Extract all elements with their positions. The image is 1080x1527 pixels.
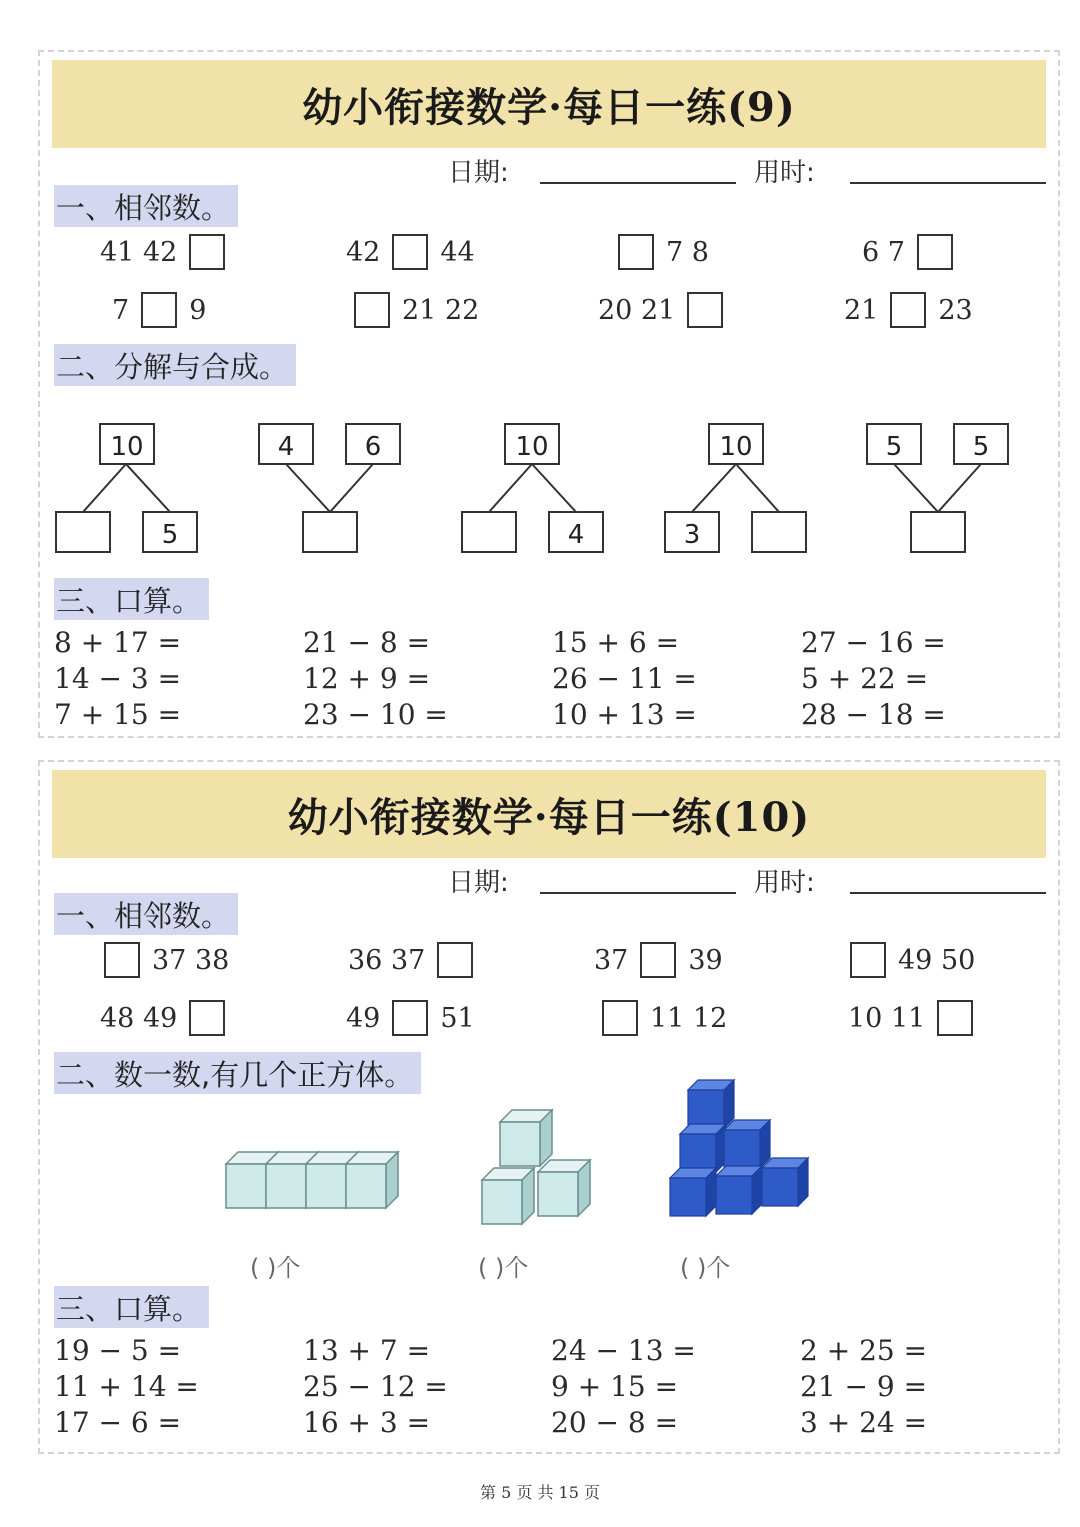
answer-box — [911, 512, 965, 552]
bottom-number: 5 — [161, 520, 179, 550]
bottom-number: 3 — [683, 520, 701, 550]
adjacent-item — [598, 290, 723, 330]
adjacent-item — [112, 290, 206, 330]
bottom-number: 4 — [567, 520, 585, 550]
calc-item: 11 + 14 = — [54, 1370, 199, 1403]
calc-item: 13 + 7 = — [303, 1334, 431, 1367]
answer-box — [56, 512, 110, 552]
numbers: 39 — [688, 944, 723, 976]
numbers: 21 — [844, 294, 879, 326]
time-blank[interactable] — [850, 182, 1046, 184]
calc-item: 3 + 24 = — [800, 1406, 928, 1439]
adjacent-item — [348, 940, 473, 980]
answer-box[interactable] — [141, 292, 177, 328]
answer-box[interactable] — [937, 1000, 973, 1036]
answer-box[interactable] — [392, 234, 428, 270]
adjacent-row-1 — [40, 232, 1058, 272]
cube-figure-row-of-four — [226, 1152, 398, 1208]
calc-item: 19 − 5 = — [54, 1334, 182, 1367]
calc-item: 25 − 12 = — [303, 1370, 448, 1403]
calc-item: 9 + 15 = — [551, 1370, 679, 1403]
numbers: 48 49 — [100, 1002, 178, 1034]
worksheet-9 — [38, 50, 1060, 738]
answer-box[interactable] — [850, 942, 886, 978]
worksheet-title: 幼小衔接数学·每日一练(10) — [52, 770, 1046, 858]
answer-box[interactable] — [917, 234, 953, 270]
answer-box[interactable] — [392, 1000, 428, 1036]
section-count-cubes: 二、数一数,有几个正方体。 — [54, 1052, 421, 1094]
numbers: 36 37 — [348, 944, 426, 976]
answer-box[interactable] — [354, 292, 390, 328]
calc-item: 5 + 22 = — [801, 662, 929, 695]
date-blank[interactable] — [540, 182, 736, 184]
count-answer-1[interactable]: ( )个 — [250, 1254, 301, 1282]
time-label: 用时: — [754, 158, 815, 188]
time-label: 用时: — [754, 868, 815, 898]
numbers: 11 12 — [650, 1002, 728, 1034]
top-number: 10 — [110, 432, 144, 462]
calc-item: 26 − 11 = — [552, 662, 697, 695]
adjacent-item — [618, 232, 709, 272]
adjacent-row-2 — [40, 290, 1058, 330]
numbers: 21 22 — [402, 294, 480, 326]
calc-item: 7 + 15 = — [54, 698, 182, 731]
number-bond-2 — [259, 424, 400, 552]
calc-item: 10 + 13 = — [552, 698, 697, 731]
adjacent-item — [104, 940, 229, 980]
date-label: 日期: — [448, 868, 509, 898]
adjacent-row-2 — [40, 998, 1058, 1038]
cube-figure-blue-pyramid — [670, 1080, 808, 1216]
adjacent-item — [346, 232, 475, 272]
numbers: 49 50 — [898, 944, 976, 976]
answer-box[interactable] — [640, 942, 676, 978]
number-bond-4 — [665, 424, 806, 552]
top-number: 5 — [972, 432, 990, 462]
answer-box[interactable] — [437, 942, 473, 978]
numbers: 7 — [112, 294, 130, 326]
answer-box[interactable] — [618, 234, 654, 270]
calc-item: 27 − 16 = — [801, 626, 946, 659]
adjacent-item — [862, 232, 953, 272]
section-mental-math: 三、口算。 — [54, 578, 209, 620]
numbers: 51 — [440, 1002, 475, 1034]
numbers: 20 21 — [598, 294, 676, 326]
section-mental-math: 三、口算。 — [54, 1286, 209, 1328]
answer-box[interactable] — [890, 292, 926, 328]
answer-box — [752, 512, 806, 552]
answer-box[interactable] — [602, 1000, 638, 1036]
calc-item: 12 + 9 = — [303, 662, 431, 695]
numbers: 37 — [594, 944, 629, 976]
answer-box[interactable] — [104, 942, 140, 978]
answer-box[interactable] — [189, 1000, 225, 1036]
answer-box — [303, 512, 357, 552]
numbers: 49 — [346, 1002, 381, 1034]
adjacent-item — [346, 998, 475, 1038]
adjacent-item — [844, 290, 973, 330]
calc-item: 21 − 8 = — [303, 626, 431, 659]
calc-item: 17 − 6 = — [54, 1406, 182, 1439]
calc-item: 23 − 10 = — [303, 698, 448, 731]
section-decompose: 二、分解与合成。 — [54, 344, 296, 386]
top-number: 10 — [719, 432, 753, 462]
count-answer-3[interactable]: ( )个 — [680, 1254, 731, 1282]
numbers: 6 7 — [862, 236, 905, 268]
time-blank[interactable] — [850, 892, 1046, 894]
calc-item: 2 + 25 = — [800, 1334, 928, 1367]
numbers: 41 42 — [100, 236, 178, 268]
adjacent-item — [850, 940, 975, 980]
adjacent-row-1 — [40, 940, 1058, 980]
adjacent-item — [354, 290, 479, 330]
calc-item: 20 − 8 = — [551, 1406, 679, 1439]
top-number: 4 — [277, 432, 295, 462]
adjacent-item — [100, 232, 225, 272]
top-number: 10 — [515, 432, 549, 462]
calc-item: 24 − 13 = — [551, 1334, 696, 1367]
number-bond-3 — [462, 424, 603, 552]
number-bond-diagrams — [40, 412, 1060, 572]
calc-item: 28 − 18 = — [801, 698, 946, 731]
answer-box — [462, 512, 516, 552]
cube-figure-l-shape — [482, 1110, 590, 1224]
date-blank[interactable] — [540, 892, 736, 894]
top-number: 5 — [885, 432, 903, 462]
adjacent-item — [848, 998, 973, 1038]
calc-item: 16 + 3 = — [303, 1406, 431, 1439]
section-adjacent-numbers: 一、相邻数。 — [54, 185, 238, 227]
numbers: 10 11 — [848, 1002, 926, 1034]
numbers: 9 — [189, 294, 207, 326]
calc-item: 21 − 9 = — [800, 1370, 928, 1403]
section-adjacent-numbers: 一、相邻数。 — [54, 893, 238, 935]
worksheet-title: 幼小衔接数学·每日一练(9) — [52, 60, 1046, 148]
calc-item: 15 + 6 = — [552, 626, 680, 659]
calc-item: 8 + 17 = — [54, 626, 182, 659]
number-bond-5 — [867, 424, 1008, 552]
numbers: 23 — [938, 294, 973, 326]
date-label: 日期: — [448, 158, 509, 188]
cube-figures — [40, 1074, 1060, 1254]
answer-box[interactable] — [687, 292, 723, 328]
adjacent-item — [594, 940, 723, 980]
numbers: 42 — [346, 236, 381, 268]
numbers: 44 — [440, 236, 475, 268]
page-footer: 第 5 页 共 15 页 — [480, 1483, 600, 1502]
numbers: 37 38 — [152, 944, 230, 976]
answer-box[interactable] — [189, 234, 225, 270]
adjacent-item — [602, 998, 727, 1038]
calc-item: 14 − 3 = — [54, 662, 182, 695]
count-answer-2[interactable]: ( )个 — [478, 1254, 529, 1282]
adjacent-item — [100, 998, 225, 1038]
numbers: 7 8 — [666, 236, 709, 268]
top-number: 6 — [364, 432, 382, 462]
worksheet-10 — [38, 760, 1060, 1454]
number-bond-1 — [56, 424, 197, 552]
